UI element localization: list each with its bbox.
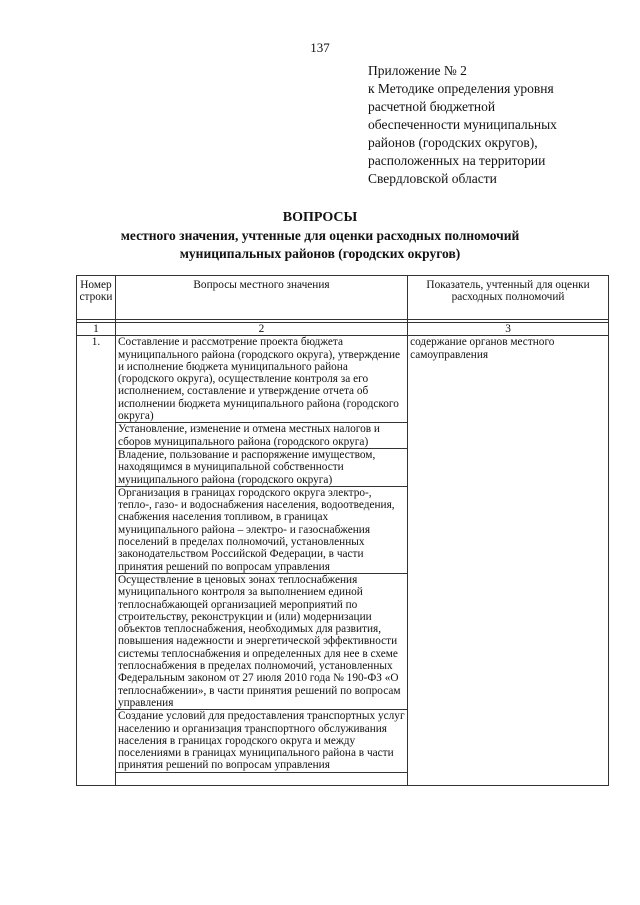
header-row-number: Номер строки [77, 276, 116, 320]
question-item: Организация в границах городского округа электро-, тепло-, газо- и водоснабжения населения, водоотведения, снабжения населения топливом, в границах муниципального района – электро- и газоснабжения поселений в пределах полномочий, установленных законодательством Российской Федерации, в части принятия решений по вопросам управления [116, 487, 407, 574]
question-item: Владение, пользование и распоряжение имуществом, находящимся в муниципальной собственности муниципального района (городского округа) [116, 449, 407, 487]
appendix-note [368, 62, 628, 188]
appendix-line: Приложение № 2 [368, 63, 467, 78]
appendix-line: к Методике определения уровня [368, 81, 554, 96]
document-heading [0, 209, 640, 263]
table-header-row [77, 276, 609, 320]
question-item: Составление и рассмотрение проекта бюджета муниципального района (городского округа), утверждение и исполнение бюджета муниципального района (городского округа), осуществление контроля за его исполнением, составление и утверждение отчета об исполнении бюджета муниципального района (городского округа) [116, 336, 407, 423]
header-indicator: Показатель, учтенный для оценки расходных полномочий [408, 276, 609, 320]
document-subtitle-line1: местного значения, учтенные для оценки расходных полномочий [120, 228, 520, 243]
question-item: Осуществление в ценовых зонах теплоснабжения муниципального контроля за выполнением единой теплоснабжающей организацией мероприятий по строительству, реконструкции и (или) модернизации объектов теплоснабжения, необходимых для развития, повышения надежности и энергетической эффективности системы теплоснабжения и определенных для нее в схеме теплоснабжения в пределах полномочий, установленных Федеральным законом от 27 июля 2010 года № 190-ФЗ «О теплоснабжении», в части принятия решений по вопросам управления [116, 574, 407, 710]
questions-cell [115, 336, 407, 785]
column-number: 3 [408, 323, 609, 336]
appendix-line: расположенных на территории [368, 153, 546, 168]
document-subtitle-line2: муниципальных районов (городских округов) [179, 246, 461, 261]
indicator-cell: содержание органов местного самоуправления [408, 336, 609, 785]
appendix-line: районов (городских округов), [368, 135, 538, 150]
questions-table [76, 275, 609, 786]
column-number-row [77, 323, 609, 336]
appendix-line: обеспеченности муниципальных [368, 117, 557, 132]
cell-padding [116, 773, 407, 785]
header-questions: Вопросы местного значения [115, 276, 407, 320]
question-item: Создание условий для предоставления транспортных услуг населению и организация транспортного обслуживания населения в границах городского округа и между поселениями в границах муниципального района в части принятия решений по вопросам управления [116, 710, 407, 772]
table-row [77, 336, 609, 785]
question-item: Установление, изменение и отмена местных налогов и сборов муниципального района (городского округа) [116, 423, 407, 449]
row-number: 1. [77, 336, 116, 785]
column-number: 1 [77, 323, 116, 336]
column-number: 2 [115, 323, 407, 336]
document-title: ВОПРОСЫ [282, 210, 358, 225]
page-number: 137 [310, 40, 330, 55]
appendix-line: расчетной бюджетной [368, 99, 496, 114]
appendix-line: Свердловской области [368, 171, 497, 186]
